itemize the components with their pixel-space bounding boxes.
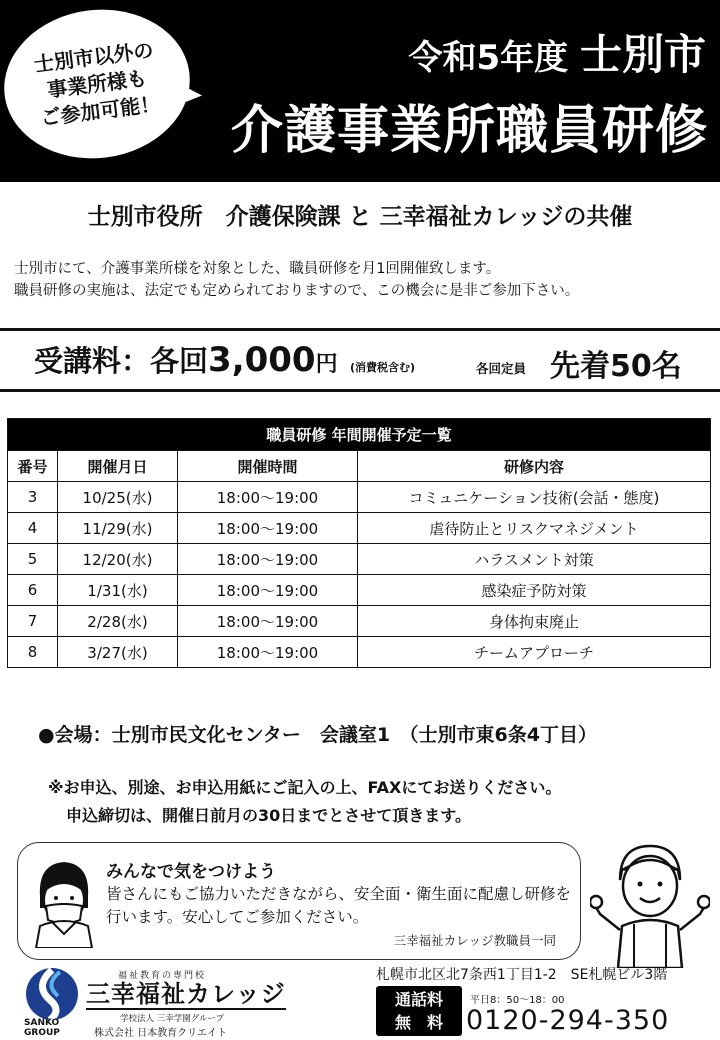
cell-time: 18:00〜19:00 [178,606,358,637]
cell-time: 18:00〜19:00 [178,637,358,668]
speech-bubble [0,0,198,169]
cell-date: 12/20(水) [58,544,178,575]
schedule-table [7,418,711,668]
address: 札幌市北区北7条西1丁目1-2 SE札幌ビル3階 [376,967,668,983]
application-notice [48,774,561,830]
table-row [8,513,711,544]
table-row [8,575,711,606]
intro-text [14,258,579,302]
toll-free-badge [376,986,462,1036]
message-title: みんなで気をつけよう [106,862,276,882]
cell-content: 虐待防止とリスクマネジメント [358,513,711,544]
cell-content: 身体拘束廃止 [358,606,711,637]
masked-person-illustration [30,856,98,948]
intro-line-2: 職員研修の実施は、法定でも定められておりますので、この機会に是非ご参加下さい。 [14,283,580,299]
page-title: 介護事業所職員研修 [230,101,708,161]
title-city: 士別市 [579,30,706,79]
logo-sanko-text [24,1018,60,1038]
cell-content: ハラスメント対策 [358,544,711,575]
message-box [17,842,581,960]
notice-line-1: ※お申込、別途、お申込用紙にご記入の上、FAXにてお送りください。 [48,778,562,797]
fee-label: 受講料： [34,344,151,378]
table-row [8,606,711,637]
cell-date: 2/28(水) [58,606,178,637]
logo-sanko-word: SANKO [24,1018,60,1028]
cell-date: 11/29(水) [58,513,178,544]
bubble-line-2: 事業所様も [45,65,149,102]
cell-number: 3 [8,482,58,513]
cheering-staff-illustration [590,840,710,968]
schedule-caption: 職員研修 年間開催予定一覧 [8,419,711,451]
fee-tax-note: (消費税含む) [350,361,416,374]
message-body: 皆さんにもご協力いただきながら、安全面・衛生面に配慮し研修を行います。安心してご参加ください。 [106,885,572,926]
logo-name: 三幸福祉カレッジ [86,980,286,1008]
cell-number: 6 [8,575,58,606]
cell-time: 18:00〜19:00 [178,575,358,606]
office-hours: 平日8：50〜18：00 [470,995,565,1006]
toll-free-line-1: 通話料 [394,990,443,1009]
cell-time: 18:00〜19:00 [178,544,358,575]
header-date: 開催月日 [58,451,178,482]
cell-date: 3/27(水) [58,637,178,668]
header-number: 番号 [8,451,58,482]
cell-number: 5 [8,544,58,575]
intro-line-1: 士別市にて、介護事業所様を対象とした、職員研修を月1回開催致します。 [14,261,501,277]
cell-number: 7 [8,606,58,637]
logo-company-name: 株式会社 日本教育クリエイト [94,1028,227,1039]
message-signature: 三幸福祉カレッジ教職員一同 [393,933,556,948]
table-row [8,482,711,513]
table-header-row [8,451,711,482]
cell-content: 感染症予防対策 [358,575,711,606]
table-row [8,544,711,575]
table-row [8,637,711,668]
header-banner [0,0,720,182]
cell-time: 18:00〜19:00 [178,482,358,513]
cell-number: 4 [8,513,58,544]
cell-content: チームアプローチ [358,637,711,668]
cell-date: 1/31(水) [58,575,178,606]
logo-group-name: 学校法人 三幸学園グループ [120,1014,225,1024]
cell-number: 8 [8,637,58,668]
logo-group-word: GROUP [24,1028,60,1038]
header-time: 開催時間 [178,451,358,482]
fee-main [34,339,338,380]
fee-banner [0,328,720,392]
venue-text: ●会場：士別市民文化センター 会議室1 （士別市東6条4丁目） [38,724,597,746]
notice-line-2: 申込締切は、開催日前月の30日までとさせて頂きます。 [66,806,471,825]
capacity-label: 各回定員 [476,361,527,376]
college-logo-icon [24,966,80,1022]
logo-tagline: 福祉教育の専門校 [118,971,207,981]
toll-free-line-2: 無 料 [394,1013,443,1032]
fee-amount: 3,000 [208,340,316,380]
cell-content: コミュニケーション技術(会話・態度) [358,482,711,513]
cohost-line: 士別市役所 介護保険課 と 三幸福祉カレッジの共催 [87,204,633,230]
title-year: 令和5年度 [408,38,569,78]
capacity-value: 先着50名 [550,349,682,384]
bubble-line-3: ご参加可能！ [39,91,162,130]
cell-time: 18:00〜19:00 [178,513,358,544]
header-content: 研修内容 [358,451,711,482]
phone-number[interactable]: 0120-294-350 [466,1005,670,1036]
bubble-line-1: 士別市以外の [32,37,155,76]
cell-date: 10/25(水) [58,482,178,513]
fee-unit: 円 [315,352,338,377]
fee-per: 各回 [150,344,209,378]
title-year-city [408,22,706,82]
